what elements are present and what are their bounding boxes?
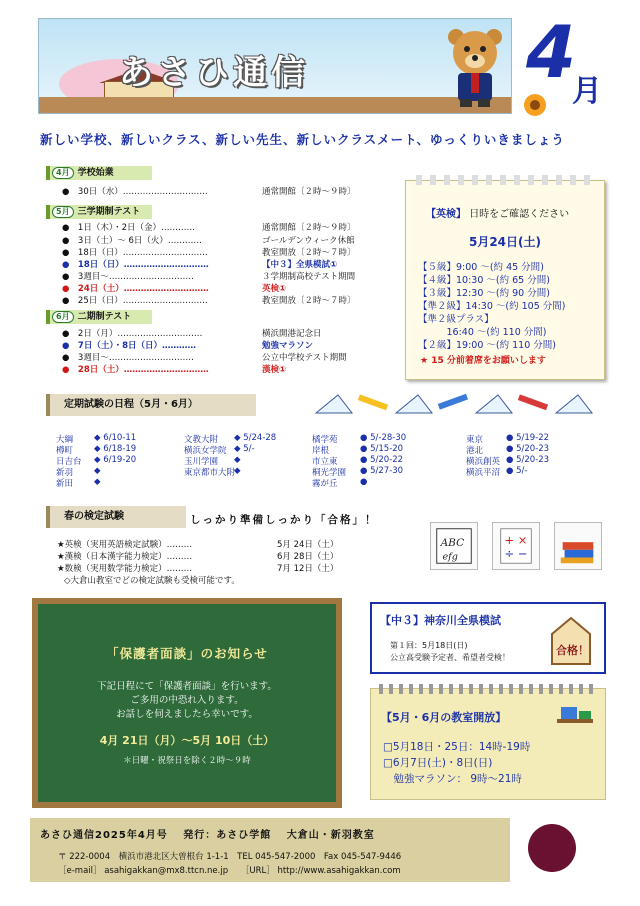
eiken-time-line: 【２級】19:00 ～(約 110 分間) <box>418 340 556 351</box>
ema-plaque-icon <box>548 614 594 668</box>
study-desk-icon <box>555 701 595 735</box>
exam-school: 岸根 ● 5/15-20 <box>312 444 404 456</box>
eiken-time-line: 16:40 ～(約 110 分間) <box>418 327 547 338</box>
exam-school: 樽町 ◆ 6/18-19 <box>56 444 137 456</box>
month-label <box>526 10 602 109</box>
exam-school: 横浜女学院 ◆ 5/- <box>184 444 255 456</box>
schedule-row: ● 18日（日）………………………… 教室開放〔２時～７時〕 <box>62 248 356 258</box>
board-line: ご多用の中恐れ入ります。 <box>130 695 244 706</box>
cherry-blossom-logo <box>528 824 576 872</box>
eiken-note <box>405 180 605 380</box>
ema-text: 合格！ <box>556 644 589 657</box>
schedule-row: ● 30日（水）………………………… 通常開館〔２時～９時〕 <box>62 187 356 197</box>
schedule-tag-april: 4月 学校始業 <box>46 166 152 180</box>
schedule-tag-may: 5月 三学期制テスト <box>46 205 152 219</box>
eiken-time-line: 【３級】12:30 ～(約 90 分間) <box>418 288 550 299</box>
exam-school: 橘学苑 ● 5/-28-30 <box>312 433 407 445</box>
svg-text:+ ×: + × <box>504 533 528 548</box>
schedule-tag-june: 6月 二期制テスト <box>46 310 152 324</box>
exam-school: 大綱 ◆ 6/10-11 <box>56 433 137 445</box>
svg-text:ABC: ABC <box>440 537 465 549</box>
kentei-header: 春の検定試験 <box>46 506 186 528</box>
schedule-row: ● 2日（月）………………………… 横浜開港記念日 <box>62 329 322 339</box>
exam-school: 横浜創英 ● 5/20-23 <box>466 455 550 467</box>
exam-school: 日吉台 ◆ 6/19-20 <box>56 455 137 467</box>
note-binding <box>379 684 599 694</box>
classroom-open-line: 勉強マラソン： 9時～21時 <box>383 773 522 785</box>
exam-schedule-header: 定期試験の日程（5月・6月） <box>46 394 256 416</box>
kentei-row: ★数検（実用数学能力検定）……… 7月 12日（土） <box>57 564 339 574</box>
schedule-row: ● 25日（日）………………………… 教室開放〔２時～７時〕 <box>62 296 356 306</box>
ground-strip <box>39 97 511 113</box>
exam-school: 東京 ● 5/19-22 <box>466 433 550 445</box>
footer-bar <box>30 818 510 882</box>
eiken-time-line: 【４級】10:30 ～(約 65 分間) <box>418 275 550 286</box>
footer-address: 〒 222-0004 横浜市港北区大曽根台 1-1-1 TEL 045-547-2000 Fax 045-547-9446 <box>58 852 402 862</box>
month-unit: 月 <box>572 74 602 109</box>
eiken-warning: ★ 15 分前着席をお願いします <box>420 356 546 366</box>
board-line: 下記日程にて「保護者面談」を行います。 <box>97 681 277 692</box>
eiken-date: 5月24日(土) <box>468 235 542 249</box>
header-banner <box>38 18 512 114</box>
exam-school: 玉川学園 ◆ <box>184 455 241 467</box>
schedule-row: ● 1日（木）・2日（金）………… 通常開館〔２時～９時〕 <box>62 223 356 233</box>
footer-contact: ［e-mail］ asahigakkan@mx8.ttcn.ne.jp ［URL］ http://www.asahigakkan.com <box>58 866 401 876</box>
exam-school: 新羽 ◆ <box>56 466 101 478</box>
exam-school: 東京都市大附 ◆ <box>184 466 241 478</box>
schedule-row-highlight: ● 18日（日）………………………… 【中３】全県模試① <box>62 260 338 270</box>
eiken-note-header: 【英検】 日時をご確認ください <box>426 209 570 220</box>
stationery-decoration-icon <box>312 393 604 417</box>
eiken-time-line: 【５級】9:00 ～(約 45 分間) <box>418 262 544 273</box>
books-icon <box>554 522 602 570</box>
parent-meeting-chalkboard <box>32 598 342 808</box>
exam-school: 桐光学園 ● 5/27-30 <box>312 466 404 478</box>
sunflower-icon <box>520 90 550 120</box>
note-binding <box>416 175 596 185</box>
eiken-time-line: 【準２級】14:30 ～(約 105 分間) <box>418 301 566 312</box>
schedule-row-highlight: ● 7日（土）・8日（日）………… 勉強マラソン <box>62 341 314 351</box>
exam-school: 市立東 ● 5/20-22 <box>312 455 404 467</box>
kentei-note: ◇大倉山教室でどの検定試験も受検可能です。 <box>64 576 240 586</box>
mock-exam-line: 公立高受験予定者、希望者受検！ <box>390 653 510 662</box>
kentei-row: ★漢検（日本漢字能力検定）……… 6月 28日（土） <box>57 552 339 562</box>
board-dates: 4月 21日（月）～5月 10日（土） <box>99 734 275 747</box>
exam-school: 文教大附 ◆ 5/24-28 <box>184 433 277 445</box>
classroom-open-line: □6月7日(土)・8日(日) <box>383 757 493 769</box>
svg-text:efg: efg <box>442 551 458 563</box>
schedule-row-highlight: ● 24日（土）………………………… 英検① <box>62 284 287 294</box>
svg-text:÷ −: ÷ − <box>504 546 528 561</box>
exam-school: 新田 ◆ <box>56 477 101 489</box>
mock-exam-box <box>370 602 606 674</box>
board-note: ＊日曜・祝祭日を除く２時～９時 <box>123 756 251 766</box>
board-title: 「保護者面談」のお知らせ <box>106 646 268 661</box>
classroom-open-note <box>370 688 606 800</box>
schedule-row: ● 3週目～………………………… ３学期制高校テスト期間 <box>62 272 356 282</box>
month-number: 4 <box>526 10 577 94</box>
mock-exam-title: 【中３】神奈川全県模試 <box>380 614 501 627</box>
footer-publisher: あさひ通信2025年4月号 発行：あさひ学館 大倉山・新羽教室 <box>40 830 375 841</box>
schedule-row: ● 3日（土）～ 6日（火）………… ゴールデンウィーク休館 <box>62 236 355 246</box>
kentei-slogan: しっかり準備しっかり「合格」！ <box>190 514 378 526</box>
schedule-row: ● 3週目～………………………… 公立中学校テスト期間 <box>62 353 347 363</box>
exam-school: 港北 ● 5/20-23 <box>466 444 550 456</box>
exam-school: 霧が丘 ● <box>312 477 368 489</box>
abc-notebook-icon <box>430 522 478 570</box>
math-worksheet-icon <box>492 522 540 570</box>
kentei-row: ★英検（実用英語検定試験）……… 5月 24日（土） <box>57 540 339 550</box>
board-line: お話しを伺えましたら幸いです。 <box>116 709 258 720</box>
mock-exam-line: 第１回：5月18日(日) <box>390 641 468 650</box>
bear-mascot-icon <box>444 25 506 109</box>
classroom-open-title: 【5月・6月の教室開放】 <box>381 711 507 724</box>
slogan-text: 新しい学校、新しいクラス、新しい先生、新しいクラスメート、ゆっくりいきましょう <box>40 132 565 147</box>
exam-school: 横浜平沼 ● 5/- <box>466 466 528 478</box>
eiken-time-line: 【準２級プラス】 <box>418 314 494 325</box>
newsletter-title: あさひ通信 <box>119 53 309 93</box>
classroom-open-line: □5月18日・25日：14時-19時 <box>383 741 531 753</box>
schedule-row-highlight: ● 28日（土）………………………… 漢検① <box>62 365 287 375</box>
